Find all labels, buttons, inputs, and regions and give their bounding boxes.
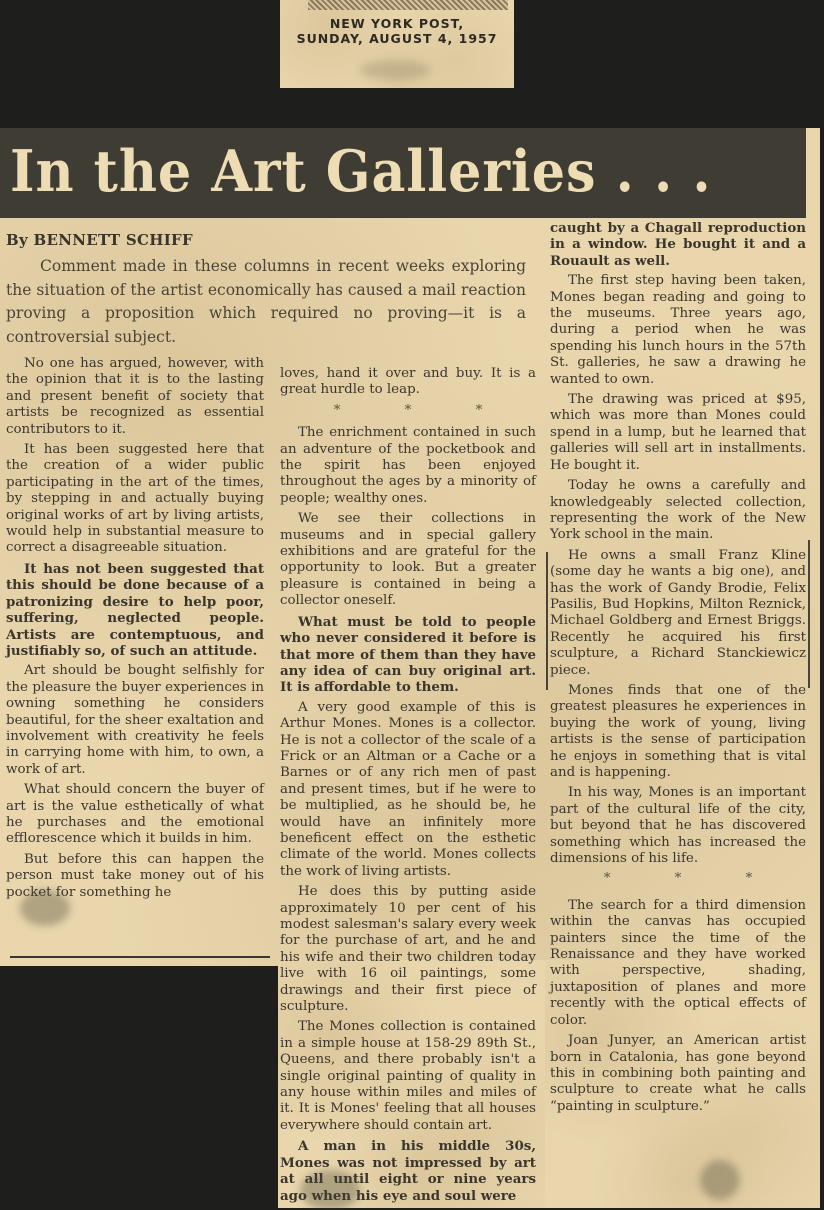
column-2 (280, 366, 536, 1208)
paragraph-bold: It has not been suggested that this should be done because of a patronizing desire to help poor, suffering, neglected people. Artists are contemptuous, and justifiably so, of such an attitude. (6, 560, 264, 659)
paragraph: Today he owns a carefully and knowledgeably selected collection, representing the work of the New York school in the main. (550, 478, 806, 543)
paragraph-bold: What must be told to people who never considered it before is that more of them than they have any idea of can buy original art. It is affordable to them. (280, 613, 536, 696)
stain (700, 1160, 740, 1200)
stain (300, 1170, 360, 1210)
paragraph: We see their collections in museums and in special gallery exhibitions and are grateful for the opportunity to look. But a greater pleasure is contained in being a collector oneself. (280, 511, 536, 609)
headline: In the Art Galleries . . . (10, 138, 712, 205)
paragraph: No one has argued, however, with the opinion that it is to the lasting and present benefit of society that artists be recognized as essential contributors to it. (6, 356, 264, 437)
paragraph: In his way, Mones is an important part of the cultural life of the city, but beyond that he has discovered something which has increased the dimensions of his life. (550, 785, 806, 867)
paragraph: What should concern the buyer of art is the value esthetically of what he purchases and the emotional efflorescence which it builds in him. (6, 782, 264, 847)
paragraph: The enrichment contained in such an adventure of the pocketbook and the spirit has been enjoyed throughout the ages by a minority of people; wealthy ones. (280, 425, 536, 506)
section-separator: * * * (603, 871, 783, 887)
margin-mark-right (808, 540, 810, 688)
paragraph-bracketed: He owns a small Franz Kline (some day he wants a big one), and has the work of Gandy Brodie, Felix Pasilis, Bud Hopkins, Milton Reznick, Michael Goldberg and Ernest Briggs. Recently he acquired his first sculpture, a Richard Stanckiewicz piece. (550, 547, 806, 678)
section-separator: * * * (333, 402, 513, 418)
lede-text: Comment made in these columns in recent weeks exploring the situation of the artist economically has caused a mail reaction proving a proposition which required no proving—it is a controversial subject. (6, 257, 526, 346)
paragraph: The drawing was priced at $95, which was more than Mones could spend in a lump, but he learned that galleries will sell art in installments. He bought it. (550, 392, 806, 473)
margin-mark-left (546, 552, 548, 690)
paragraph: He does this by putting aside approximately 10 per cent of his modest salesman's salary every week for the purchase of art, and he and his wife and their two children today live with 16 oil paintings, some drawings and their first piece of sculpture. (280, 884, 536, 1015)
paragraph-continuation: loves, hand it over and buy. It is a great hurdle to leap. (280, 366, 536, 398)
paragraph: Art should be bought selfishly for the pleasure the buyer experiences in owning something he considers beautiful, for the sheer exaltation and involvement with creativity he feels in carrying home with him, to own, a work of art. (6, 663, 264, 777)
paragraph: The first step having been taken, Mones began reading and going to the museums. Three years ago, during a period when he was spending his lunch hours in the 57th St. galleries, he saw a drawing he wanted to own. (550, 273, 806, 387)
byline: By BENNETT SCHIFF (6, 231, 193, 249)
dateline (280, 16, 514, 46)
paragraph: The search for a third dimension within the canvas has occupied painters since the time of the Renaissance and they have worked with perspective, shading, juxtaposition of planes and more recently with the optical effects of color. (550, 897, 806, 1028)
paragraph-continuation-bold: caught by a Chagall reproduction in a window. He bought it and a Rouault as well. (550, 220, 806, 269)
column-1 (6, 356, 264, 905)
background-mount (0, 966, 278, 1208)
stain (20, 890, 70, 926)
stain (360, 60, 430, 80)
publication-date: SUNDAY, AUGUST 4, 1957 (296, 31, 498, 46)
paragraph: It has been suggested here that the creation of a wider public participating in the art of the times, by stepping in and actually buying original works of art by living artists, would help in substantial measure to correct a disagreeable situation. (6, 442, 264, 556)
paragraph: But before this can happen the person must take money out of his pocket for something he (6, 851, 264, 900)
column-3 (550, 220, 806, 1119)
lede-paragraph (6, 255, 526, 349)
paragraph: Mones finds that one of the greatest pleasures he experiences in buying the work of young, living artists is the sense of participation he enjoys in something that is vital and is happening. (550, 682, 806, 780)
paragraph: Joan Junyer, an American artist born in Catalonia, has gone beyond this in combining both painting and sculpture to create what he calls “painting in sculpture.” (550, 1033, 806, 1114)
publication-name: NEW YORK POST, (329, 16, 465, 31)
paragraph-bold: A man in his middle 30s, Mones was not impressed by art at all until eight or nine years ago when his eye and soul were (280, 1138, 536, 1204)
paragraph: The Mones collection is contained in a simple house at 158-29 89th St., Queens, and there probably isn't a single original painting of quality in any house within miles and miles of it. It is Mones' feeling that all houses everywhere should contain art. (280, 1019, 536, 1133)
paragraph: A very good example of this is Arthur Mones. Mones is a collector. He is not a collector of the scale of a Frick or an Altman or a Cache or a Barnes or of any rich men of past and present times, but if he were to be multiplied, as he should be, he would have an infinitely more beneficent effect on the esthetic climate of the world. Mones collects the work of living artists. (280, 699, 536, 879)
column-end-rule (10, 956, 270, 958)
hatch-border (308, 0, 508, 10)
